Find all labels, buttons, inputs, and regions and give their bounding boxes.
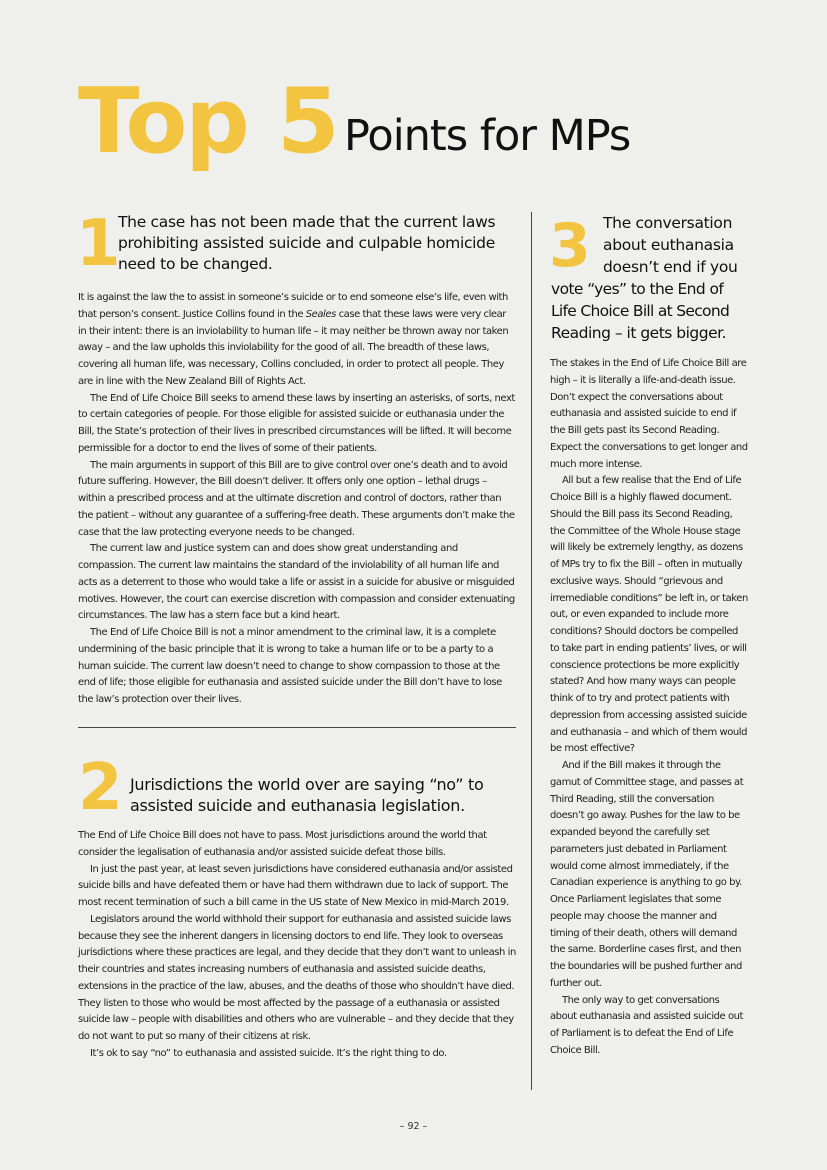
section-3-heading: The conversation about euthanasia doesn’t end if you vote “yes” to the End of Life Choice Bill at Second Reading – it gets bigger. bbox=[551, 214, 738, 342]
page-number: – 92 – bbox=[399, 1121, 428, 1132]
section-1-number: 1 bbox=[76, 207, 121, 281]
paragraph: The End of Life Choice Bill seeks to amend these laws by inserting an asterisks, of sorts, next to certain categories of people. For those eligible for assisted suicide or euthanasia under the Bill, the State’s protection of their lives in prescribed circumstances will be lifted. It will become permissible for a doctor to end the lives of some of their patients. bbox=[78, 392, 515, 454]
section-3-body bbox=[550, 356, 748, 1060]
paragraph: The End of Life Choice Bill does not have to pass. Most jurisdictions around the world that consider the legalisation of euthanasia and/or assisted suicide defeat those bills. bbox=[78, 830, 487, 858]
paragraph: Legislators around the world withhold their support for euthanasia and assisted suicide laws because they see the inherent dangers in licensing doctors to end life. They look to overseas jurisdictions where these practices are legal, and they decide that they don’t want to unleash in their countries and states increasing numbers of euthanasia and assisted suicide deaths, extensions in the practice of the law, abuses, and the deaths of those who shouldn’t have died. They listen to those who would be most affected by the passage of a euthanasia or assisted suicide law – people with disabilities and others who are vulnerable – and they decide that they do not want to put so many of their citizens at risk. bbox=[78, 913, 516, 1042]
paragraph: The End of Life Choice Bill is not a minor amendment to the criminal law, it is a complete undermining of the basic principle that it is wrong to take a human life or to be a party to a human suicide. The current law doesn’t need to change to show compassion to those at the end of life; those eligible for euthanasia and assisted suicide under the Bill don’t have to lose the law’s protection over their lives. bbox=[78, 627, 502, 705]
paragraph: In just the past year, at least seven jurisdictions have considered euthanasia and/or assisted suicide bills and have defeated them or have had them withdrawn due to lack of support. The most recent termination of such a bill came in the US state of New Mexico in mid-March 2019. bbox=[78, 863, 513, 908]
section-1-body bbox=[78, 290, 516, 709]
title-points-for-mps: Points for MPs bbox=[344, 111, 631, 161]
paragraph: The current law and justice system can and does show great understanding and compassion. The current law maintains the standard of the inviolability of all human life and acts as a deterrent to those who would take a life or assist in a suicide for abusive or misguided motives. However, the court can exercise discretion with compassion and consider extenuating circumstances. The law has a stern face but a kind heart. bbox=[78, 543, 515, 622]
title-top5: Top 5 bbox=[78, 69, 338, 174]
section-divider bbox=[78, 727, 516, 728]
section-2-body bbox=[78, 828, 516, 1063]
section-1-heading: The case has not been made that the current laws prohibiting assisted suicide and culpable homicide need to be changed. bbox=[118, 213, 496, 273]
section-2-number: 2 bbox=[78, 751, 123, 825]
paragraph: All but a few realise that the End of Life Choice Bill is a highly flawed document. Should the Bill pass its Second Reading, the Committee of the Whole House stage will likely be extremely lengthy, as dozens of MPs try to fix the Bill – often in mutually exclusive ways. Should “grievous and irremediable conditions” be left in, or taken out, or even expanded to include more conditions? Should doctors be compelled to take part in ending patients’ lives, or will conscience protections be more explicitly stated? And how many ways can people think of to try and protect patients with depression from accessing assisted suicide and euthanasia – and which of them would be most effective? bbox=[550, 475, 748, 755]
paragraph: The stakes in the End of Life Choice Bill are high – it is literally a life-and-death issue. Don’t expect the conversations about euthanasia and assisted suicide to end if the Bill gets past its Second Reading. Expect the conversations to get longer and much more intense. bbox=[550, 358, 748, 470]
paragraph: The main arguments in support of this Bill are to give control over one’s death and to avoid future suffering. However, the Bill doesn’t deliver. It offers only one option – lethal drugs – within a prescribed process and at the ultimate discretion and control of doctors, rather than the patient – without any guarantee of a suffering-free death. These arguments don’t make the case that the law protecting everyone needs to be changed. bbox=[78, 459, 515, 538]
section-3-number: 3 bbox=[549, 211, 591, 281]
paragraph: It is against the law the to assist in someone’s suicide or to end someone else’s life, even with that person’s consent. Justice Collins found in the Seales case that these laws were very clear in their intent: there is an inviolability to human life – it may neither be thrown away nor taken away – and the law upholds this inviolability for the good of all. The breadth of these laws, covering all human life, was necessary, Collins concluded, in order to protect all people. They are in line with the New Zealand Bill of Rights Act. bbox=[78, 292, 509, 387]
section-2-heading: Jurisdictions the world over are saying “no” to assisted suicide and euthanasia legislation. bbox=[130, 775, 484, 815]
paragraph: It’s ok to say “no” to euthanasia and assisted suicide. It’s the right thing to do. bbox=[90, 1047, 447, 1059]
paragraph: The only way to get conversations about euthanasia and assisted suicide out of Parliament is to defeat the End of Life Choice Bill. bbox=[550, 994, 744, 1056]
paragraph: And if the Bill makes it through the gamut of Committee stage, and passes at Third Reading, still the conversation doesn’t go away. Pushes for the law to be expanded beyond the carefully set parameters just debated in Parliament would come almost immediately, if the Canadian experience is anything to go by. Once Parliament legislates that some people may choose the manner and timing of their death, others will demand the same. Borderline cases first, and then the boundaries will be pushed further and further out. bbox=[550, 760, 744, 989]
column-divider bbox=[531, 212, 532, 1090]
